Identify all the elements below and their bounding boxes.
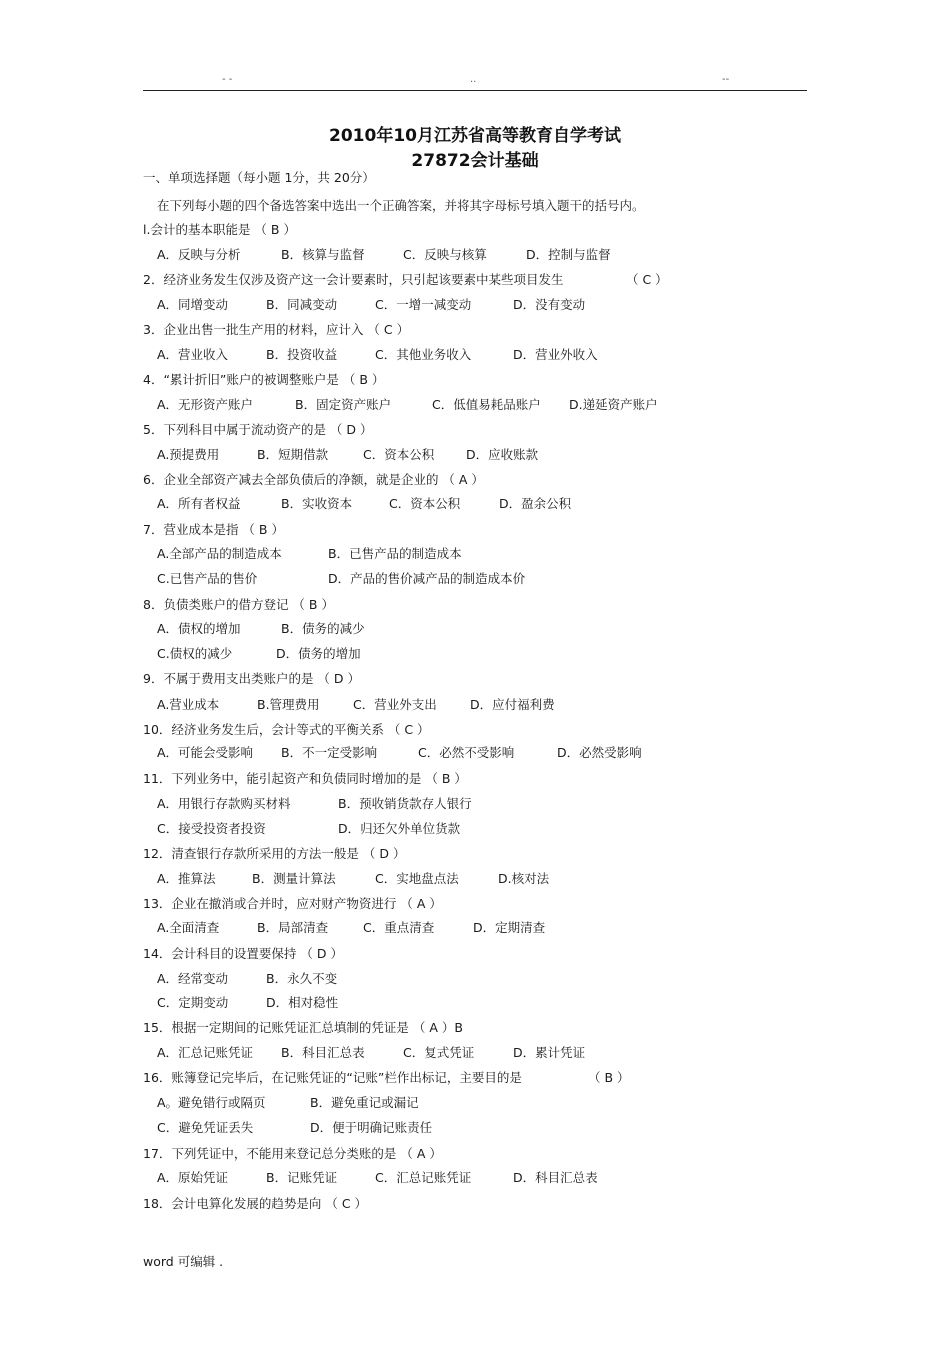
answer-option: C.债权的减少 bbox=[157, 646, 233, 661]
question-stem: 16．账簿登记完毕后，在记账凭证的“记账”栏作出标记，主要目的是 bbox=[143, 1070, 522, 1085]
answer-option: B．测量计算法 bbox=[252, 871, 336, 886]
answer-option: A．可能会受影响 bbox=[157, 745, 254, 760]
answer-option: B．核算与监督 bbox=[281, 247, 365, 262]
question-stem: 2．经济业务发生仅涉及资产这一会计要素时，只引起该要素中某些项目发生 bbox=[143, 272, 564, 287]
question-stem: 7．营业成本是指 （ B ） bbox=[143, 522, 284, 537]
answer-option: A．无形资产账户 bbox=[157, 397, 254, 412]
answer-option: A．原始凭证 bbox=[157, 1170, 229, 1185]
answer-option: C．定期变动 bbox=[157, 995, 229, 1010]
answer-option: D．营业外收入 bbox=[513, 347, 598, 362]
answer-option: B．债务的减少 bbox=[281, 621, 365, 636]
answer-option: A.营业成本 bbox=[157, 697, 220, 712]
answer-option: C.已售产品的售价 bbox=[157, 571, 258, 586]
answer-option: D．归还欠外单位货款 bbox=[338, 821, 461, 836]
answer-option: D．没有变动 bbox=[513, 297, 586, 312]
answer-option: A。避免错行或隔页 bbox=[157, 1095, 266, 1110]
answer-option: B．永久不变 bbox=[266, 971, 338, 986]
answer-option: B．固定资产账户 bbox=[295, 397, 392, 412]
answer-option: B．避免重记或漏记 bbox=[310, 1095, 419, 1110]
answer-option: A．同增变动 bbox=[157, 297, 229, 312]
question-stem: 12．清查银行存款所采用的方法一般是 （ D ） bbox=[143, 846, 406, 861]
question-stem: 17．下列凭证中，不能用来登记总分类账的是 （ A ） bbox=[143, 1146, 442, 1161]
answer-option: A．债权的增加 bbox=[157, 621, 241, 636]
answer-option: B．科目汇总表 bbox=[281, 1045, 365, 1060]
answer-option: B．实收资本 bbox=[281, 496, 353, 511]
answer-option: A．汇总记账凭证 bbox=[157, 1045, 254, 1060]
question-answer: （ C ） bbox=[626, 272, 668, 287]
answer-option: C．复式凭证 bbox=[403, 1045, 475, 1060]
answer-option: D．科目汇总表 bbox=[513, 1170, 598, 1185]
document-title: 2010年10月江苏省高等教育自学考试 bbox=[329, 126, 621, 146]
answer-option: B．同减变动 bbox=[266, 297, 338, 312]
question-stem: 9．不属于费用支出类账户的是 （ D ） bbox=[143, 671, 360, 686]
answer-option: A．营业收入 bbox=[157, 347, 229, 362]
question-answer: （ B ） bbox=[588, 1070, 630, 1085]
answer-option: B．不一定受影响 bbox=[281, 745, 378, 760]
answer-option: C．一增一减变动 bbox=[375, 297, 472, 312]
question-stem: l.会计的基本职能是 （ B ） bbox=[143, 222, 296, 237]
answer-option: C．营业外支出 bbox=[353, 697, 437, 712]
answer-option: D．债务的增加 bbox=[276, 646, 361, 661]
page-footer: word 可编辑 . bbox=[143, 1254, 224, 1269]
answer-option: C．重点清查 bbox=[363, 920, 435, 935]
answer-option: A.预提费用 bbox=[157, 447, 220, 462]
answer-option: D．相对稳性 bbox=[266, 995, 339, 1010]
page-header-center: .. bbox=[470, 74, 477, 85]
answer-option: D．产品的售价减产品的制造成本价 bbox=[328, 571, 526, 586]
answer-option: D．累计凭证 bbox=[513, 1045, 586, 1060]
question-stem: 5．下列科目中属于流动资产的是 （ D ） bbox=[143, 422, 373, 437]
answer-option: C．资本公积 bbox=[363, 447, 435, 462]
question-stem: 18．会计电算化发展的趋势是向 （ C ） bbox=[143, 1196, 368, 1211]
answer-option: B．短期借款 bbox=[257, 447, 329, 462]
answer-option: C．实地盘点法 bbox=[375, 871, 459, 886]
answer-option: D．必然受影响 bbox=[557, 745, 642, 760]
answer-option: B．记账凭证 bbox=[266, 1170, 338, 1185]
answer-option: B．已售产品的制造成本 bbox=[328, 546, 462, 561]
answer-option: D．应付福利费 bbox=[470, 697, 555, 712]
answer-option: D．定期清查 bbox=[473, 920, 546, 935]
answer-option: C．避免凭证丢失 bbox=[157, 1120, 254, 1135]
answer-option: D.递延资产账户 bbox=[569, 397, 658, 412]
question-stem: 14．会计科目的设置要保持 （ D ） bbox=[143, 946, 343, 961]
question-stem: 6．企业全部资产减去全部负债后的净额，就是企业的 （ A ） bbox=[143, 472, 484, 487]
answer-option: C．其他业务收入 bbox=[375, 347, 472, 362]
answer-option: A．用银行存款购买材料 bbox=[157, 796, 291, 811]
question-stem: 10．经济业务发生后，会计等式的平衡关系 （ C ） bbox=[143, 722, 430, 737]
instruction-text: 在下列每小题的四个备选答案中选出一个正确答案，并将其字母标号填入题干的括号内。 bbox=[157, 198, 645, 213]
question-stem: 15．根据一定期间的记账凭证汇总填制的凭证是 （ A ）B bbox=[143, 1020, 463, 1035]
answer-option: A．反映与分析 bbox=[157, 247, 241, 262]
answer-option: B.管理费用 bbox=[257, 697, 320, 712]
answer-option: A．推算法 bbox=[157, 871, 216, 886]
answer-option: A.全面清查 bbox=[157, 920, 220, 935]
answer-option: B．投资收益 bbox=[266, 347, 338, 362]
page-header-right: -- bbox=[722, 74, 730, 85]
page-header-left: - - bbox=[222, 74, 233, 85]
answer-option: D．应收账款 bbox=[466, 447, 539, 462]
question-stem: 13．企业在撤消或合并时，应对财产物资进行 （ A ） bbox=[143, 896, 442, 911]
header-rule bbox=[143, 90, 807, 91]
section-heading: 一、单项选择题（每小题 1分，共 20分） bbox=[143, 170, 375, 185]
answer-option: D．控制与监督 bbox=[526, 247, 611, 262]
question-stem: 8．负债类账户的借方登记 （ B ） bbox=[143, 597, 334, 612]
document-subtitle: 27872会计基础 bbox=[411, 151, 539, 171]
answer-option: C．低值易耗品账户 bbox=[432, 397, 541, 412]
answer-option: C．汇总记账凭证 bbox=[375, 1170, 472, 1185]
answer-option: A.全部产品的制造成本 bbox=[157, 546, 282, 561]
question-stem: 3．企业出售一批生产用的材料，应计入 （ C ） bbox=[143, 322, 410, 337]
answer-option: D．盈余公积 bbox=[499, 496, 572, 511]
answer-option: C．资本公积 bbox=[389, 496, 461, 511]
answer-option: C．反映与核算 bbox=[403, 247, 487, 262]
answer-option: B．预收销货款存人银行 bbox=[338, 796, 472, 811]
answer-option: C．必然不受影响 bbox=[418, 745, 515, 760]
question-stem: 4．“累计折旧”账户的被调整账户是 （ B ） bbox=[143, 372, 385, 387]
answer-option: C．接受投资者投资 bbox=[157, 821, 266, 836]
answer-option: B．局部清查 bbox=[257, 920, 329, 935]
answer-option: A．经常变动 bbox=[157, 971, 229, 986]
question-stem: 11．下列业务中，能引起资产和负债同时增加的是 （ B ） bbox=[143, 771, 467, 786]
answer-option: D.核对法 bbox=[498, 871, 550, 886]
answer-option: A．所有者权益 bbox=[157, 496, 241, 511]
answer-option: D．便于明确记账责任 bbox=[310, 1120, 433, 1135]
